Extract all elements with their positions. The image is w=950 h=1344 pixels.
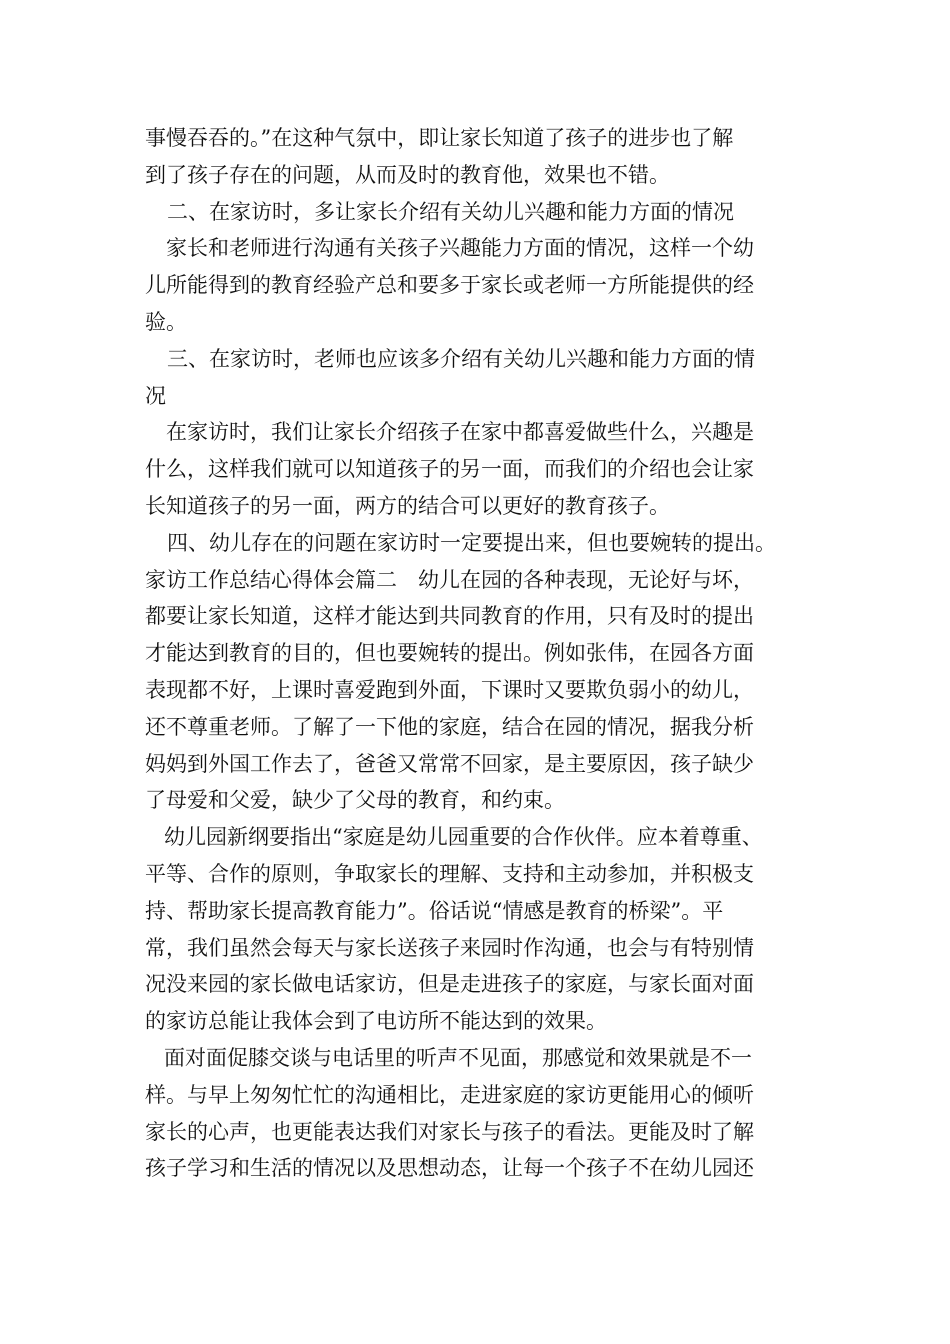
- text-line: 儿所能得到的教育经验产总和要多于家长或老师一方所能提供的经: [145, 273, 754, 298]
- text-line: 还不尊重老师。了解了一下他的家庭，结合在园的情况，据我分析: [145, 714, 754, 739]
- text-line: 持、帮助家长提高教育能力”。俗话说“情感是教育的桥梁”。平: [145, 898, 724, 923]
- text-line: 孩子学习和生活的情况以及思想动态，让每一个孩子不在幼儿园还: [145, 1156, 754, 1181]
- section-heading: 三、在家访时，老师也应该多介绍有关幼儿兴趣和能力方面的情: [167, 346, 755, 371]
- text-line: 事慢吞吞的。”在这种气氛中，即让家长知道了孩子的进步也了解: [145, 126, 734, 150]
- text-line: 幼儿园新纲要指出“家庭是幼儿园重要的合作伙伴。应本着尊重、: [164, 825, 763, 850]
- section-heading: 四、幼儿存在的问题在家访时一定要提出来，但也要婉转的提出。: [167, 530, 776, 555]
- body-text: [145, 120, 815, 1187]
- text-line: 了母爱和父爱，缺少了父母的教育，和约束。: [145, 788, 565, 813]
- text-line: 况没来园的家长做电话家访，但是走进孩子的家庭，与家长面对面: [145, 972, 754, 997]
- text-line: 表现都不好，上课时喜爱跑到外面，下课时又要欺负弱小的幼儿，: [145, 677, 754, 702]
- text-line: 样。与早上匆匆忙忙的沟通相比，走进家庭的家访更能用心的倾听: [145, 1082, 754, 1107]
- text-line: 长知道孩子的另一面，两方的结合可以更好的教育孩子。: [145, 493, 670, 518]
- text-line: 验。: [145, 309, 187, 334]
- text-line: 在家访时，我们让家长介绍孩子在家中都喜爱做些什么，兴趣是: [166, 420, 754, 445]
- text-line: 面对面促膝交谈与电话里的听声不见面，那感觉和效果就是不一: [164, 1045, 752, 1070]
- text-line: 什么，这样我们就可以知道孩子的另一面，而我们的介绍也会让家: [145, 457, 754, 482]
- text-line: 都要让家长知道，这样才能达到共同教育的作用，只有及时的提出: [145, 604, 754, 629]
- section-heading: 二、在家访时，多让家长介绍有关幼儿兴趣和能力方面的情况: [167, 199, 734, 224]
- text-line: 妈妈到外国工作去了，爸爸又常常不回家，是主要原因，孩子缺少: [145, 751, 754, 776]
- text-line: 家访工作总结心得体会篇二 幼儿在园的各种表现，无论好与坏，: [145, 567, 754, 592]
- text-line: 的家访总能让我体会到了电访所不能达到的效果。: [145, 1009, 607, 1034]
- text-line: 才能达到教育的目的，但也要婉转的提出。例如张伟，在园各方面: [145, 641, 754, 666]
- text-line: 家长和老师进行沟通有关孩子兴趣能力方面的情况，这样一个幼: [166, 236, 754, 261]
- text-line: 平等、合作的原则，争取家长的理解、支持和主动参加，并积极支: [145, 861, 754, 886]
- text-line: 到了孩子存在的问题，从而及时的教育他，效果也不错。: [145, 162, 670, 187]
- text-line: 常，我们虽然会每天与家长送孩子来园时作沟通，也会与有特别情: [145, 935, 754, 960]
- text-line: 家长的心声，也更能表达我们对家长与孩子的看法。更能及时了解: [145, 1119, 754, 1144]
- text-line: 况: [145, 383, 166, 408]
